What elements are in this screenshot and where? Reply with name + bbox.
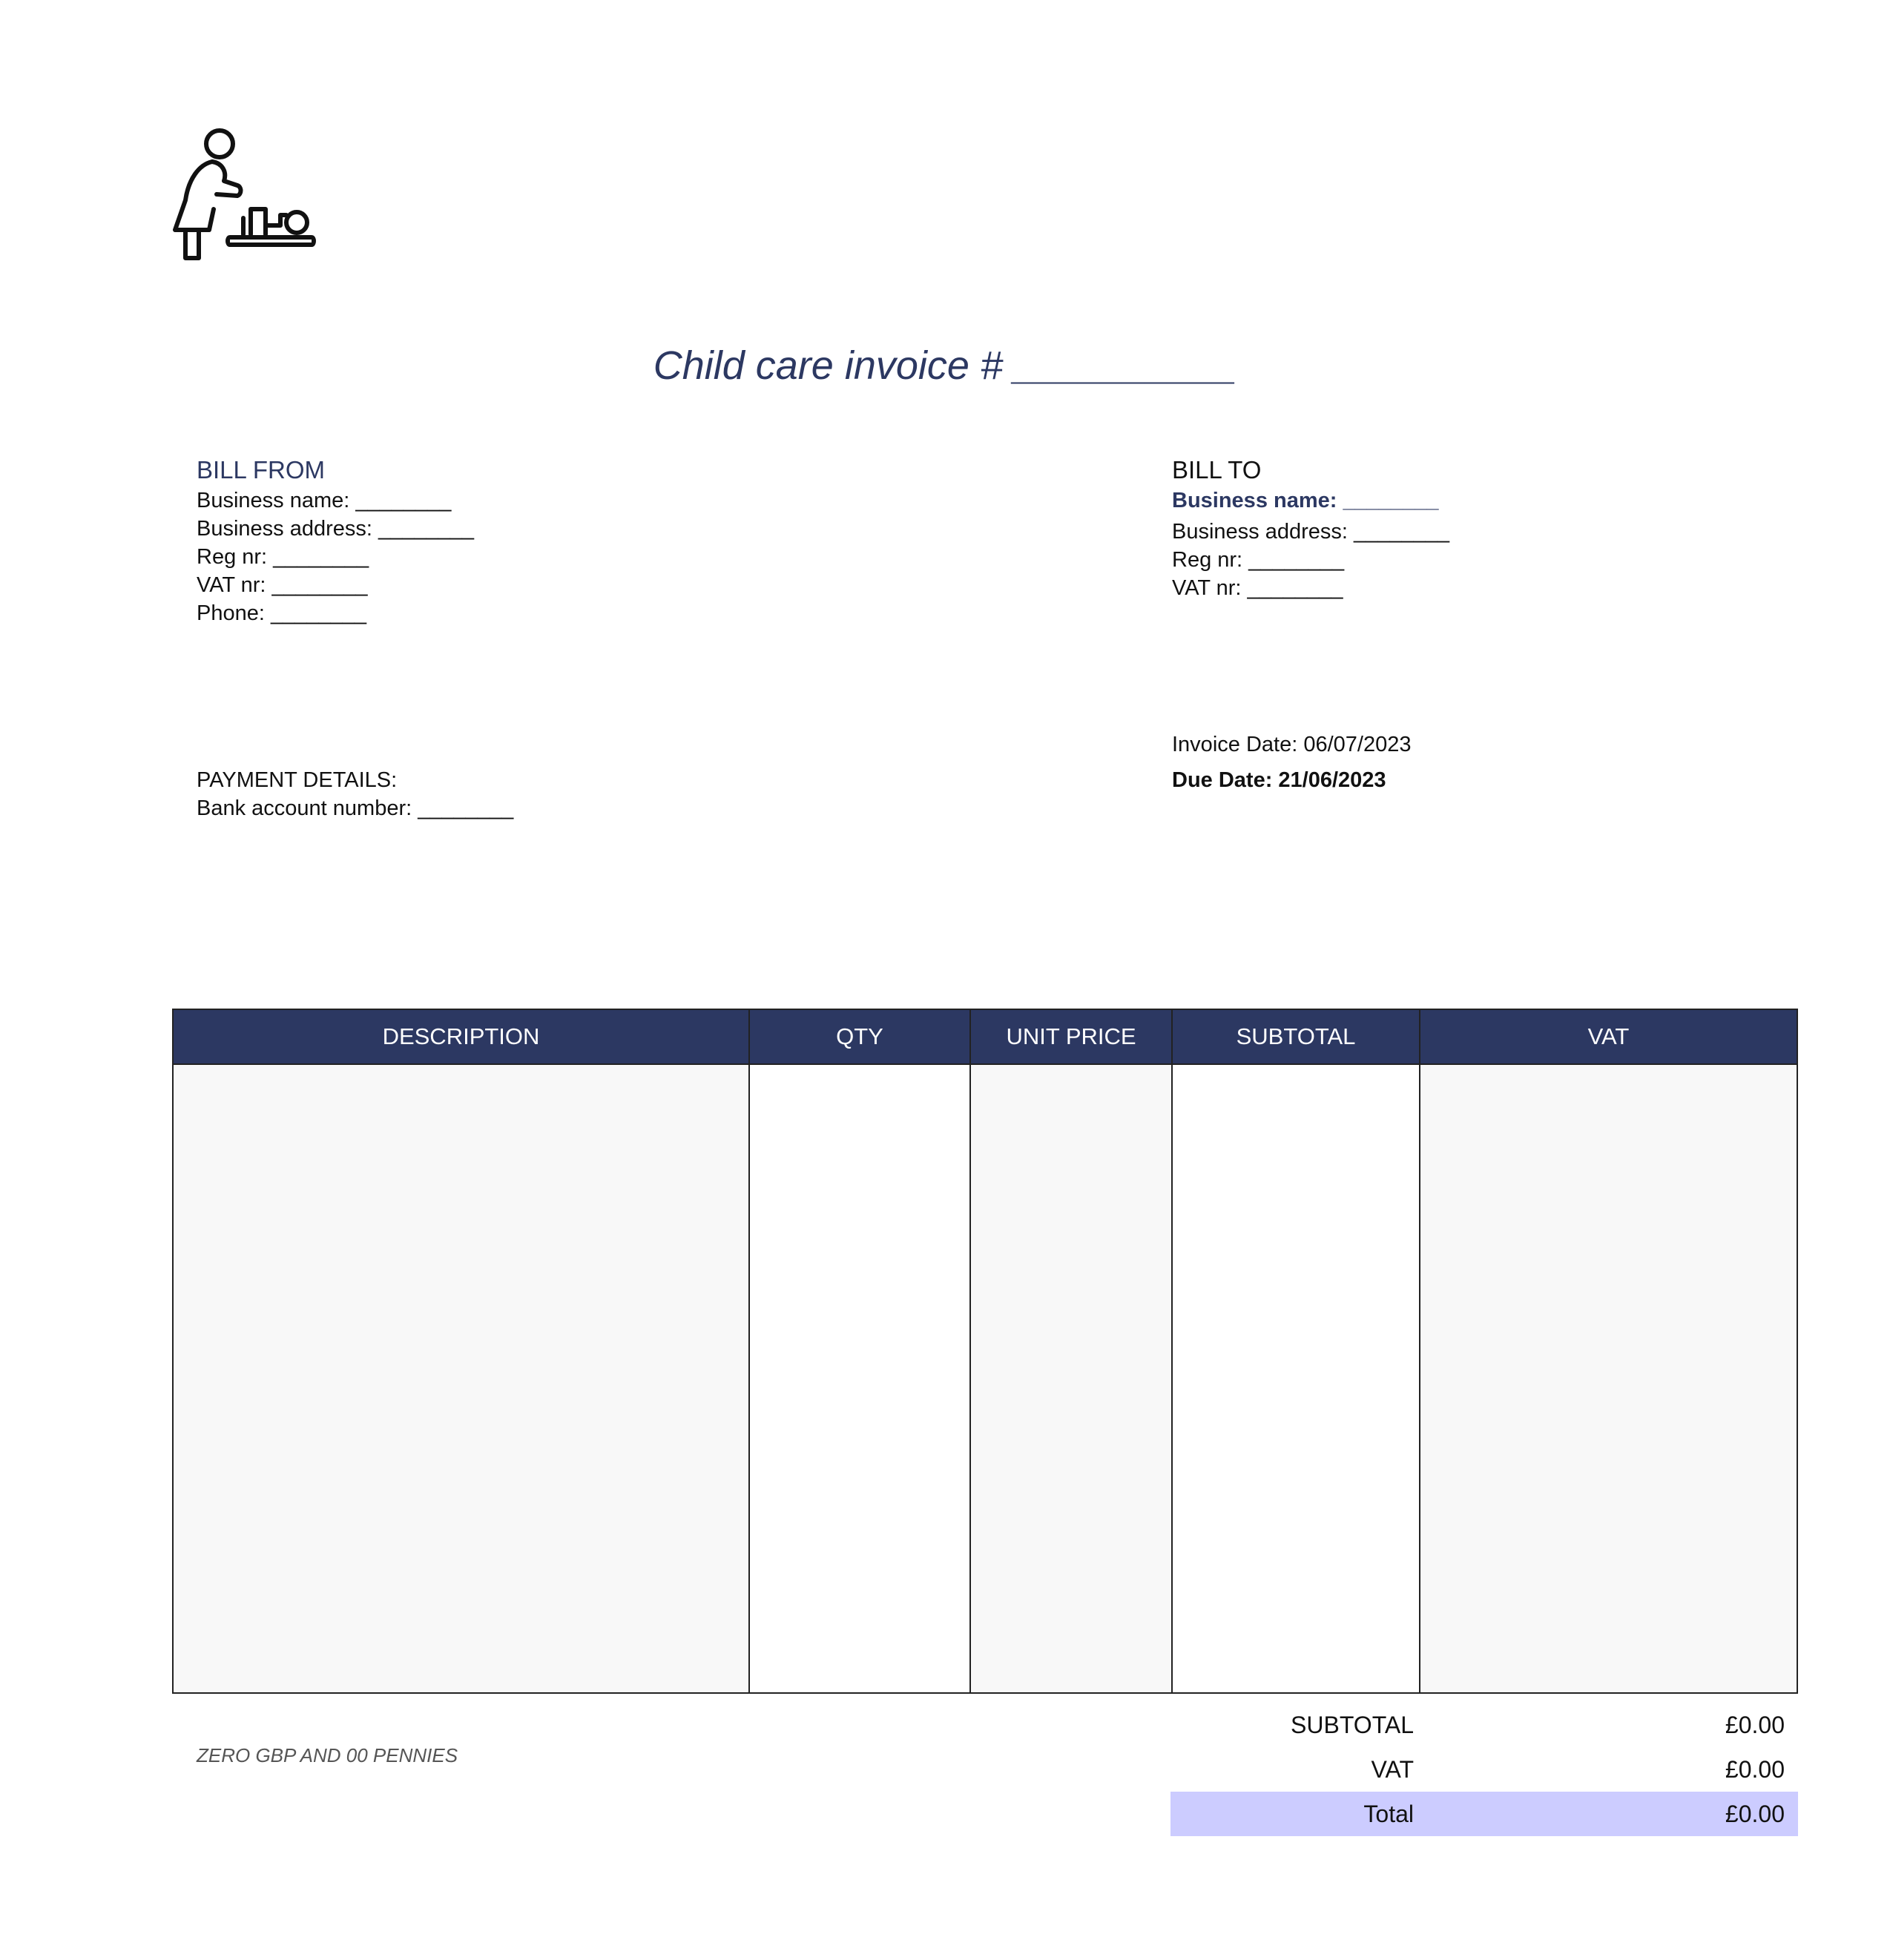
subtotal-cell[interactable] — [1173, 1065, 1419, 1692]
column-header-qty: QTY — [750, 1010, 969, 1065]
subtotal-label: SUBTOTAL — [1291, 1711, 1414, 1738]
vat-column — [1420, 1010, 1797, 1692]
qty-cell[interactable] — [750, 1065, 969, 1692]
bill-from-heading: BILL FROM — [197, 456, 325, 484]
bill-to-heading: BILL TO — [1172, 456, 1262, 484]
qty-column — [750, 1010, 971, 1692]
bill-to-vat-nr: VAT nr: ________ — [1172, 576, 1343, 600]
payment-details-heading: PAYMENT DETAILS: — [197, 768, 398, 792]
subtotal-column — [1173, 1010, 1420, 1692]
total-row — [1170, 1792, 1798, 1836]
unit-price-column — [971, 1010, 1173, 1692]
bill-from-business-address: Business address: ________ — [197, 517, 475, 541]
description-cell[interactable] — [174, 1065, 748, 1692]
description-column — [174, 1010, 750, 1692]
subtotal-value: £0.00 — [1725, 1711, 1785, 1738]
column-header-description: DESCRIPTION — [174, 1010, 748, 1065]
unit-price-cell[interactable] — [971, 1065, 1171, 1692]
bill-from-phone: Phone: ________ — [197, 601, 366, 625]
column-header-vat: VAT — [1420, 1010, 1797, 1065]
invoice-dates — [1172, 730, 1411, 794]
payment-details-section — [197, 766, 513, 822]
due-date: Due Date: 21/06/2023 — [1172, 768, 1386, 792]
total-label: Total — [1363, 1800, 1414, 1827]
bill-from-business-name: Business name: ________ — [197, 489, 452, 512]
column-header-subtotal: SUBTOTAL — [1173, 1010, 1419, 1065]
column-header-unit-price: UNIT PRICE — [971, 1010, 1171, 1065]
subtotal-row — [1170, 1703, 1798, 1747]
bank-account-number: Bank account number: ________ — [197, 796, 514, 820]
bill-to-reg-nr: Reg nr: ________ — [1172, 548, 1345, 572]
vat-value: £0.00 — [1725, 1755, 1785, 1783]
vat-cell[interactable] — [1420, 1065, 1797, 1692]
bill-to-business-name: Business name: ________ — [1172, 489, 1439, 512]
vat-row — [1170, 1747, 1798, 1792]
amount-in-words: ZERO GBP AND 00 PENNIES — [197, 1744, 458, 1766]
childcare-logo-icon — [169, 126, 317, 263]
totals-section — [1170, 1703, 1798, 1836]
bill-to-section — [1172, 454, 1449, 602]
line-items-table — [172, 1009, 1798, 1694]
bill-from-reg-nr: Reg nr: ________ — [197, 545, 369, 569]
bill-to-business-address: Business address: ________ — [1172, 520, 1450, 544]
bill-from-vat-nr: VAT nr: ________ — [197, 573, 368, 597]
vat-label: VAT — [1371, 1755, 1414, 1783]
bill-from-section — [197, 454, 474, 627]
invoice-date: Invoice Date: 06/07/2023 — [1172, 733, 1412, 756]
total-value: £0.00 — [1725, 1800, 1785, 1827]
invoice-title: Child care invoice # __________ — [653, 343, 1237, 388]
